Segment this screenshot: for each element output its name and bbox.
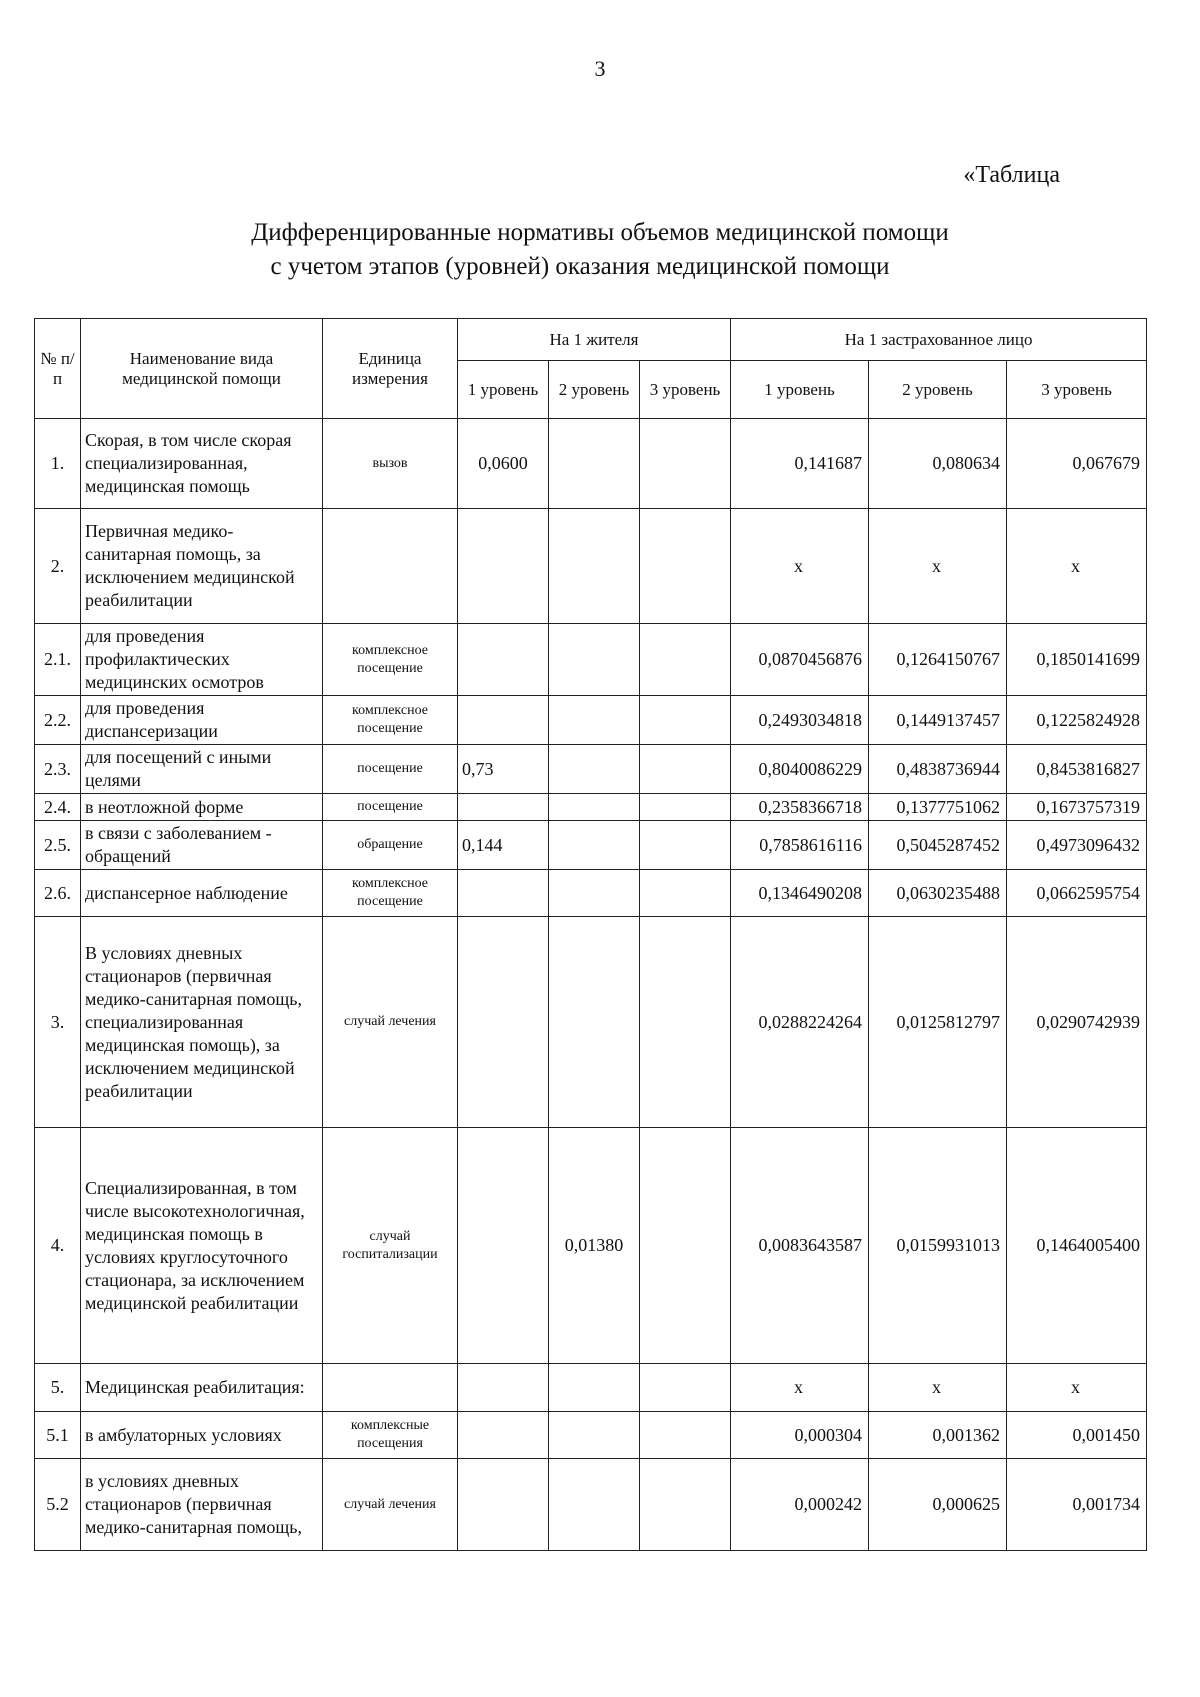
- row-res-2: [549, 1364, 640, 1412]
- row-num: 1.: [35, 419, 81, 509]
- row-res-3: [640, 1364, 731, 1412]
- row-res-2: 0,01380: [549, 1128, 640, 1364]
- row-ins-2: 0,5045287452: [869, 821, 1007, 870]
- row-num: 2.4.: [35, 794, 81, 821]
- row-res-1: [458, 870, 549, 917]
- row-name: для проведения диспансеризации: [81, 696, 323, 745]
- row-res-2: [549, 821, 640, 870]
- row-ins-3: 0,1673757319: [1007, 794, 1147, 821]
- row-unit: посещение: [323, 794, 458, 821]
- row-res-3: [640, 821, 731, 870]
- row-name: Медицинская реабилитация:: [81, 1364, 323, 1412]
- row-ins-1: 0,000242: [731, 1459, 869, 1551]
- table-row: [35, 1364, 1147, 1412]
- row-name: Специализированная, в том числе высокотехнологичная, медицинская помощь в условиях круглосуточного стационара, за исключением медицинской реабилитации: [81, 1128, 323, 1364]
- header-ins-level-2: 2 уровень: [869, 361, 1007, 419]
- row-ins-2: 0,1377751062: [869, 794, 1007, 821]
- table-row: [35, 419, 1147, 509]
- row-res-1: [458, 696, 549, 745]
- row-name: в амбулаторных условиях: [81, 1412, 323, 1459]
- row-name: для посещений с иными целями: [81, 745, 323, 794]
- page-number: 3: [594, 56, 606, 81]
- row-unit: комплексное посещение: [323, 624, 458, 696]
- row-res-1: [458, 1364, 549, 1412]
- table-row: [35, 624, 1147, 696]
- row-res-3: [640, 509, 731, 624]
- table-row: [35, 696, 1147, 745]
- row-res-3: [640, 794, 731, 821]
- row-res-2: [549, 1412, 640, 1459]
- row-ins-3: 0,067679: [1007, 419, 1147, 509]
- row-res-1: [458, 917, 549, 1128]
- row-name: Первичная медико-санитарная помощь, за исключением медицинской реабилитации: [81, 509, 323, 624]
- row-res-3: [640, 917, 731, 1128]
- header-res-level-1: 1 уровень: [458, 361, 549, 419]
- row-ins-1: x: [731, 1364, 869, 1412]
- row-res-2: [549, 870, 640, 917]
- row-num: 2.1.: [35, 624, 81, 696]
- header-row-1: [35, 319, 1147, 361]
- row-res-2: [549, 509, 640, 624]
- row-unit: комплексное посещение: [323, 870, 458, 917]
- row-res-3: [640, 624, 731, 696]
- row-unit: вызов: [323, 419, 458, 509]
- row-ins-2: 0,080634: [869, 419, 1007, 509]
- table-row: [35, 745, 1147, 794]
- row-unit: комплексное посещение: [323, 696, 458, 745]
- table-row: [35, 794, 1147, 821]
- row-res-2: [549, 1459, 640, 1551]
- table-label: «Таблица: [963, 162, 1060, 188]
- row-ins-2: 0,4838736944: [869, 745, 1007, 794]
- row-res-3: [640, 1412, 731, 1459]
- row-res-2: [549, 745, 640, 794]
- row-res-1: [458, 1459, 549, 1551]
- row-ins-3: 0,001734: [1007, 1459, 1147, 1551]
- row-res-2: [549, 696, 640, 745]
- row-num: 3.: [35, 917, 81, 1128]
- row-ins-3: 0,1850141699: [1007, 624, 1147, 696]
- row-res-1: 0,144: [458, 821, 549, 870]
- table-row: [35, 821, 1147, 870]
- row-res-2: [549, 419, 640, 509]
- document-title: [0, 216, 1200, 284]
- row-name: Скорая, в том числе скорая специализированная, медицинская помощь: [81, 419, 323, 509]
- row-res-2: [549, 794, 640, 821]
- row-res-1: 0,0600: [458, 419, 549, 509]
- table-row: [35, 509, 1147, 624]
- row-ins-1: 0,0288224264: [731, 917, 869, 1128]
- row-num: 5.2: [35, 1459, 81, 1551]
- row-unit: [323, 509, 458, 624]
- row-num: 5.: [35, 1364, 81, 1412]
- row-ins-2: 0,000625: [869, 1459, 1007, 1551]
- row-res-1: [458, 509, 549, 624]
- row-unit: комплексные посещения: [323, 1412, 458, 1459]
- header-per-resident: На 1 жителя: [458, 319, 731, 361]
- row-ins-2: 0,1264150767: [869, 624, 1007, 696]
- row-num: 2.6.: [35, 870, 81, 917]
- row-unit: обращение: [323, 821, 458, 870]
- row-name: диспансерное наблюдение: [81, 870, 323, 917]
- header-per-insured: На 1 застрахованное лицо: [731, 319, 1147, 361]
- row-name: в неотложной форме: [81, 794, 323, 821]
- row-num: 2.3.: [35, 745, 81, 794]
- title-line-2: с учетом этапов (уровней) оказания медицинской помощи: [270, 253, 890, 280]
- header-ins-level-1: 1 уровень: [731, 361, 869, 419]
- row-unit: случай лечения: [323, 1459, 458, 1551]
- row-res-2: [549, 917, 640, 1128]
- table-row: [35, 1412, 1147, 1459]
- row-ins-2: x: [869, 1364, 1007, 1412]
- row-res-1: [458, 624, 549, 696]
- row-res-3: [640, 745, 731, 794]
- row-ins-3: 0,0662595754: [1007, 870, 1147, 917]
- row-res-1: [458, 794, 549, 821]
- row-ins-1: 0,8040086229: [731, 745, 869, 794]
- row-name: в условиях дневных стационаров (первичная медико-санитарная помощь,: [81, 1459, 323, 1551]
- row-unit: [323, 1364, 458, 1412]
- norms-table: [34, 318, 1147, 1551]
- row-ins-1: 0,0083643587: [731, 1128, 869, 1364]
- row-ins-3: 0,001450: [1007, 1412, 1147, 1459]
- row-ins-2: 0,0125812797: [869, 917, 1007, 1128]
- row-num: 2.: [35, 509, 81, 624]
- row-ins-3: 0,1225824928: [1007, 696, 1147, 745]
- row-name: для проведения профилактических медицинских осмотров: [81, 624, 323, 696]
- row-res-3: [640, 870, 731, 917]
- row-res-3: [640, 1459, 731, 1551]
- row-ins-2: 0,1449137457: [869, 696, 1007, 745]
- header-res-level-2: 2 уровень: [549, 361, 640, 419]
- row-res-3: [640, 696, 731, 745]
- row-res-1: [458, 1128, 549, 1364]
- row-ins-2: 0,0159931013: [869, 1128, 1007, 1364]
- row-res-3: [640, 1128, 731, 1364]
- table-row: [35, 917, 1147, 1128]
- row-name: в связи с заболеванием - обращений: [81, 821, 323, 870]
- row-ins-3: x: [1007, 1364, 1147, 1412]
- row-res-3: [640, 419, 731, 509]
- table-row: [35, 1459, 1147, 1551]
- row-ins-2: x: [869, 509, 1007, 624]
- row-num: 5.1: [35, 1412, 81, 1459]
- header-unit: Единица измерения: [323, 319, 458, 419]
- row-res-1: 0,73: [458, 745, 549, 794]
- title-line-1: Дифференцированные нормативы объемов медицинской помощи: [251, 219, 949, 246]
- row-ins-3: 0,1464005400: [1007, 1128, 1147, 1364]
- row-unit: случай лечения: [323, 917, 458, 1128]
- row-ins-3: 0,0290742939: [1007, 917, 1147, 1128]
- row-ins-1: 0,2493034818: [731, 696, 869, 745]
- row-res-1: [458, 1412, 549, 1459]
- row-ins-1: 0,141687: [731, 419, 869, 509]
- header-ins-level-3: 3 уровень: [1007, 361, 1147, 419]
- row-unit: посещение: [323, 745, 458, 794]
- row-ins-3: 0,4973096432: [1007, 821, 1147, 870]
- row-ins-1: 0,000304: [731, 1412, 869, 1459]
- row-num: 2.2.: [35, 696, 81, 745]
- row-ins-1: x: [731, 509, 869, 624]
- row-name: В условиях дневных стационаров (первичная медико-санитарная помощь, специализированная медицинская помощь), за исключением медицинской реабилитации: [81, 917, 323, 1128]
- row-ins-1: 0,1346490208: [731, 870, 869, 917]
- row-ins-3: 0,8453816827: [1007, 745, 1147, 794]
- row-unit: случай госпитализации: [323, 1128, 458, 1364]
- row-res-2: [549, 624, 640, 696]
- header-num: № п/п: [35, 319, 81, 419]
- row-ins-1: 0,2358366718: [731, 794, 869, 821]
- row-ins-1: 0,0870456876: [731, 624, 869, 696]
- table-row: [35, 870, 1147, 917]
- row-ins-2: 0,001362: [869, 1412, 1007, 1459]
- row-num: 2.5.: [35, 821, 81, 870]
- table-row: [35, 1128, 1147, 1364]
- header-res-level-3: 3 уровень: [640, 361, 731, 419]
- row-ins-2: 0,0630235488: [869, 870, 1007, 917]
- row-num: 4.: [35, 1128, 81, 1364]
- header-name: Наименование вида медицинской помощи: [81, 319, 323, 419]
- row-ins-1: 0,7858616116: [731, 821, 869, 870]
- row-ins-3: x: [1007, 509, 1147, 624]
